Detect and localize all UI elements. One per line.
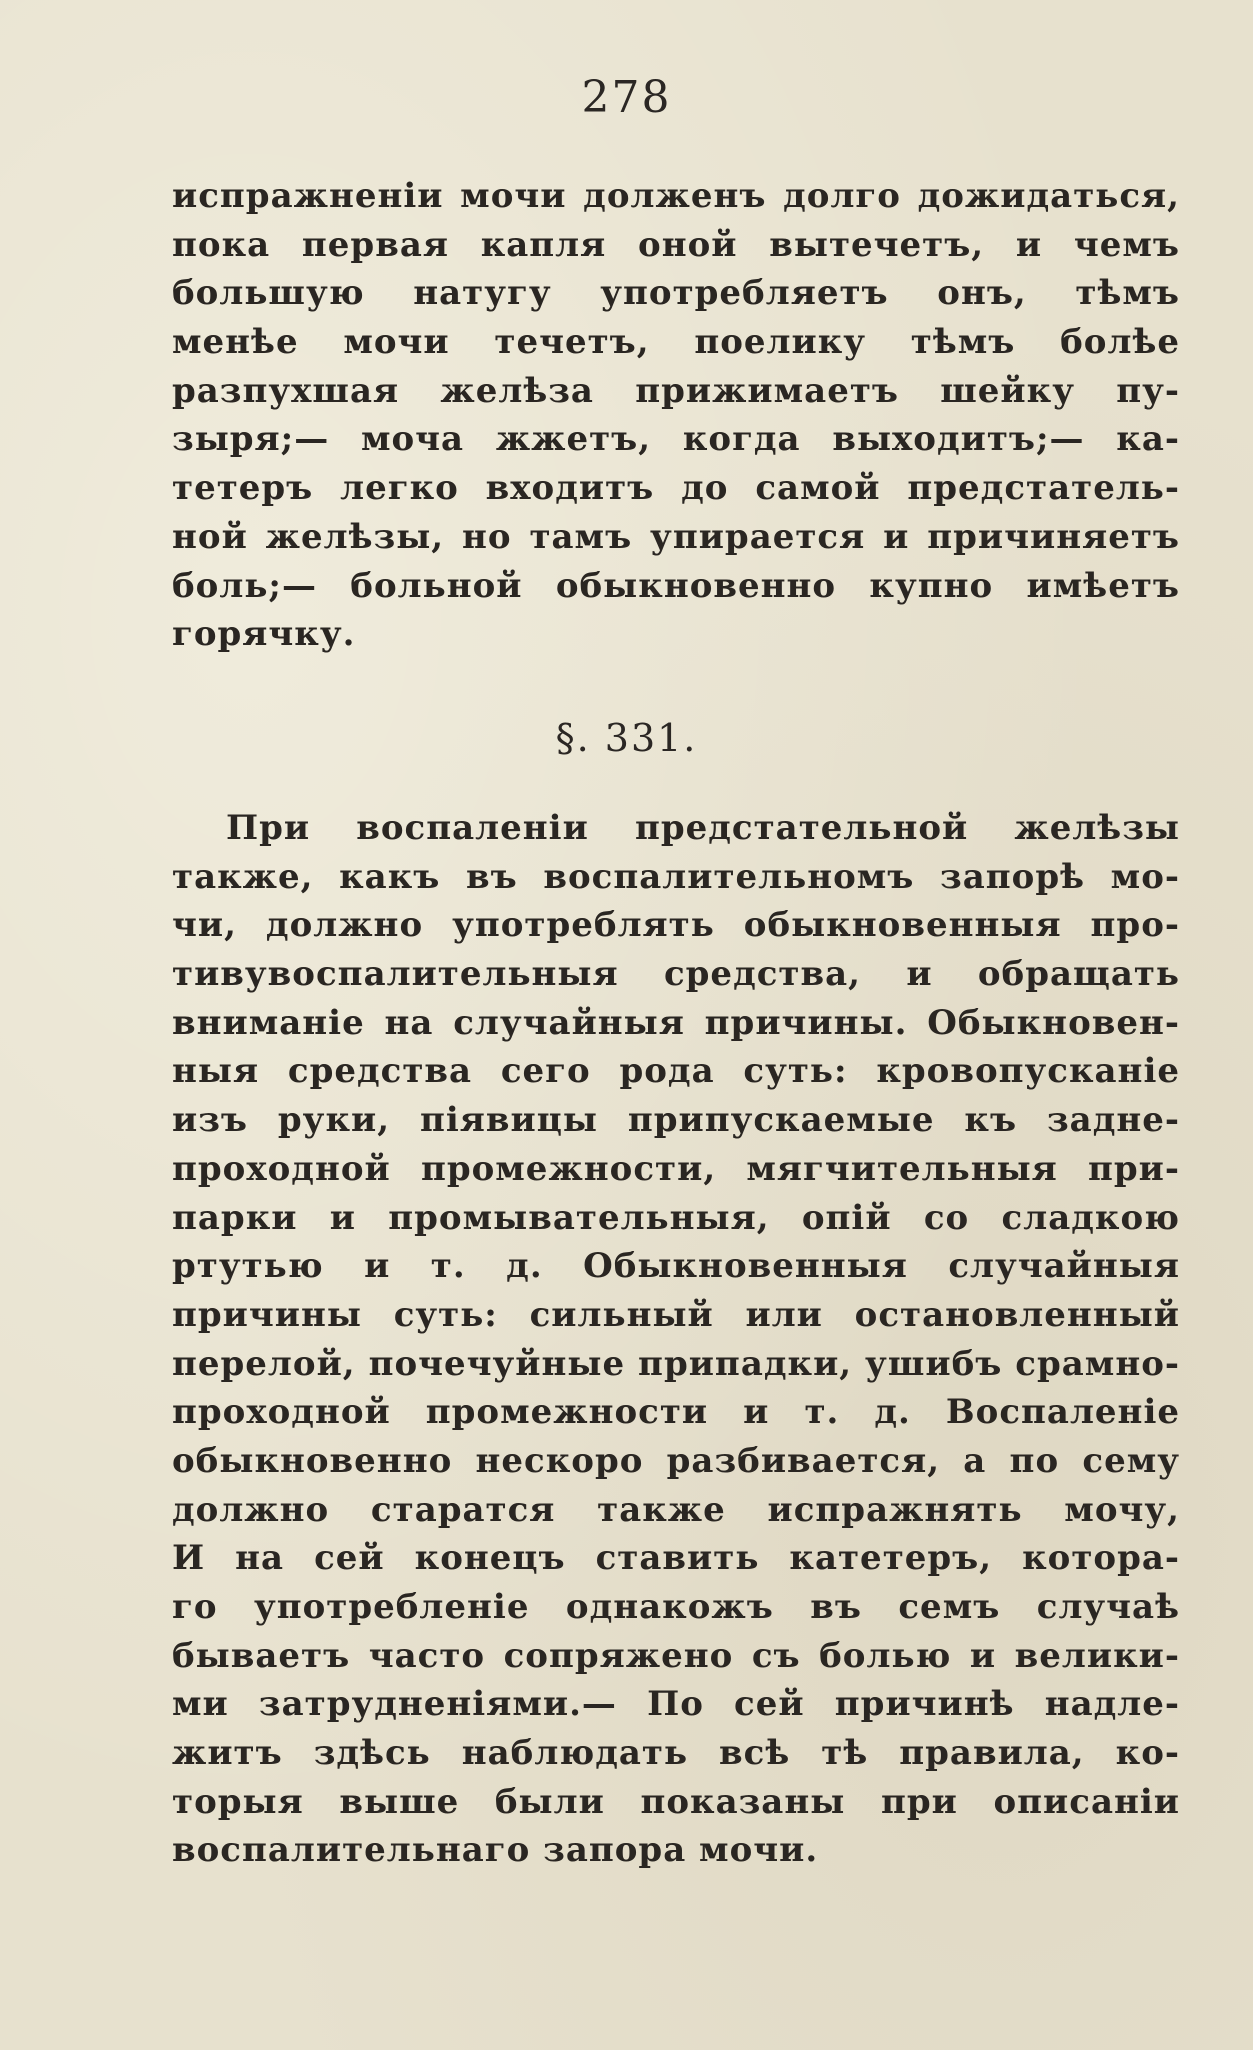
text-line: вниманiе на случайныя причины. Обыкновен- bbox=[172, 1002, 1180, 1043]
text-line: бываетъ часто сопряжено съ болью и велики- bbox=[172, 1635, 1180, 1676]
text-line: парки и промывательныя, опiй со сладкою bbox=[172, 1197, 1180, 1238]
text-line: проходной промежности, мягчительныя при- bbox=[172, 1148, 1180, 1189]
text-line: большую натугу употребляетъ онъ, тѣмъ bbox=[172, 273, 1180, 314]
text-line: тивувоспалительныя средства, и обращать bbox=[172, 954, 1180, 995]
text-line: го употребленiе однакожъ въ семъ случаѣ bbox=[172, 1587, 1180, 1627]
text-line: воспалительнаго запора мочи. bbox=[172, 1830, 819, 1871]
text-line: ной желѣзы, но тамъ упирается и причиняетъ bbox=[172, 516, 1180, 557]
paragraph-section-331 bbox=[172, 804, 1180, 1875]
text-line: боль;— больной обыкновенно купно имѣетъ bbox=[172, 565, 1180, 606]
text-line: горячку. bbox=[172, 614, 356, 655]
text-line: должно старатся также испражнять мочу, bbox=[172, 1489, 1180, 1530]
text-line: торыя выше были показаны при описанiи bbox=[172, 1781, 1180, 1822]
section-heading: §. 331. bbox=[555, 716, 698, 760]
text-line: житъ здѣсь наблюдать всѣ тѣ правила, ко- bbox=[172, 1733, 1180, 1774]
text-line: перелой, почечуйные припадки, ушибъ срамно- bbox=[172, 1343, 1180, 1384]
text-line: ныя средства сего рода суть: кровопусканiе bbox=[172, 1051, 1180, 1092]
text-line: тетеръ легко входитъ до самой предстатель- bbox=[172, 468, 1180, 509]
text-line: также, какъ въ воспалительномъ запорѣ мо- bbox=[172, 856, 1180, 897]
text-line: зыря;— моча жжетъ, когда выходитъ;— ка- bbox=[172, 419, 1180, 460]
page-number: 278 bbox=[581, 72, 672, 123]
text-line: ми затрудненiями.— По сей причинѣ надле- bbox=[172, 1684, 1180, 1725]
text-line: причины суть: сильный или остановленный bbox=[172, 1294, 1180, 1335]
paragraph-continued bbox=[172, 172, 1180, 659]
text-line: И на сей конецъ ставить катетеръ, котора- bbox=[172, 1538, 1180, 1579]
text-line: изъ руки, пiявицы припускаемые къ задне- bbox=[172, 1100, 1180, 1141]
text-line: испражненiи мочи долженъ долго дожидаться, bbox=[172, 176, 1180, 216]
text-line: проходной промежности и т. д. Воспаленiе bbox=[172, 1392, 1180, 1433]
text-line: обыкновенно нескоро разбивается, а по сему bbox=[172, 1440, 1180, 1481]
text-line: чи, должно употреблять обыкновенныя про- bbox=[172, 905, 1180, 946]
text-line: разпухшая желѣза прижимаетъ шейку пу- bbox=[172, 370, 1180, 411]
text-line: менѣе мочи течетъ, поелику тѣмъ болѣе bbox=[172, 322, 1180, 363]
text-line: ртутью и т. д. Обыкновенныя случайныя bbox=[172, 1246, 1180, 1287]
text-line: пока первая капля оной вытечетъ, и чемъ bbox=[172, 224, 1180, 265]
text-line: При воспаленiи предстательной желѣзы bbox=[226, 808, 1180, 848]
